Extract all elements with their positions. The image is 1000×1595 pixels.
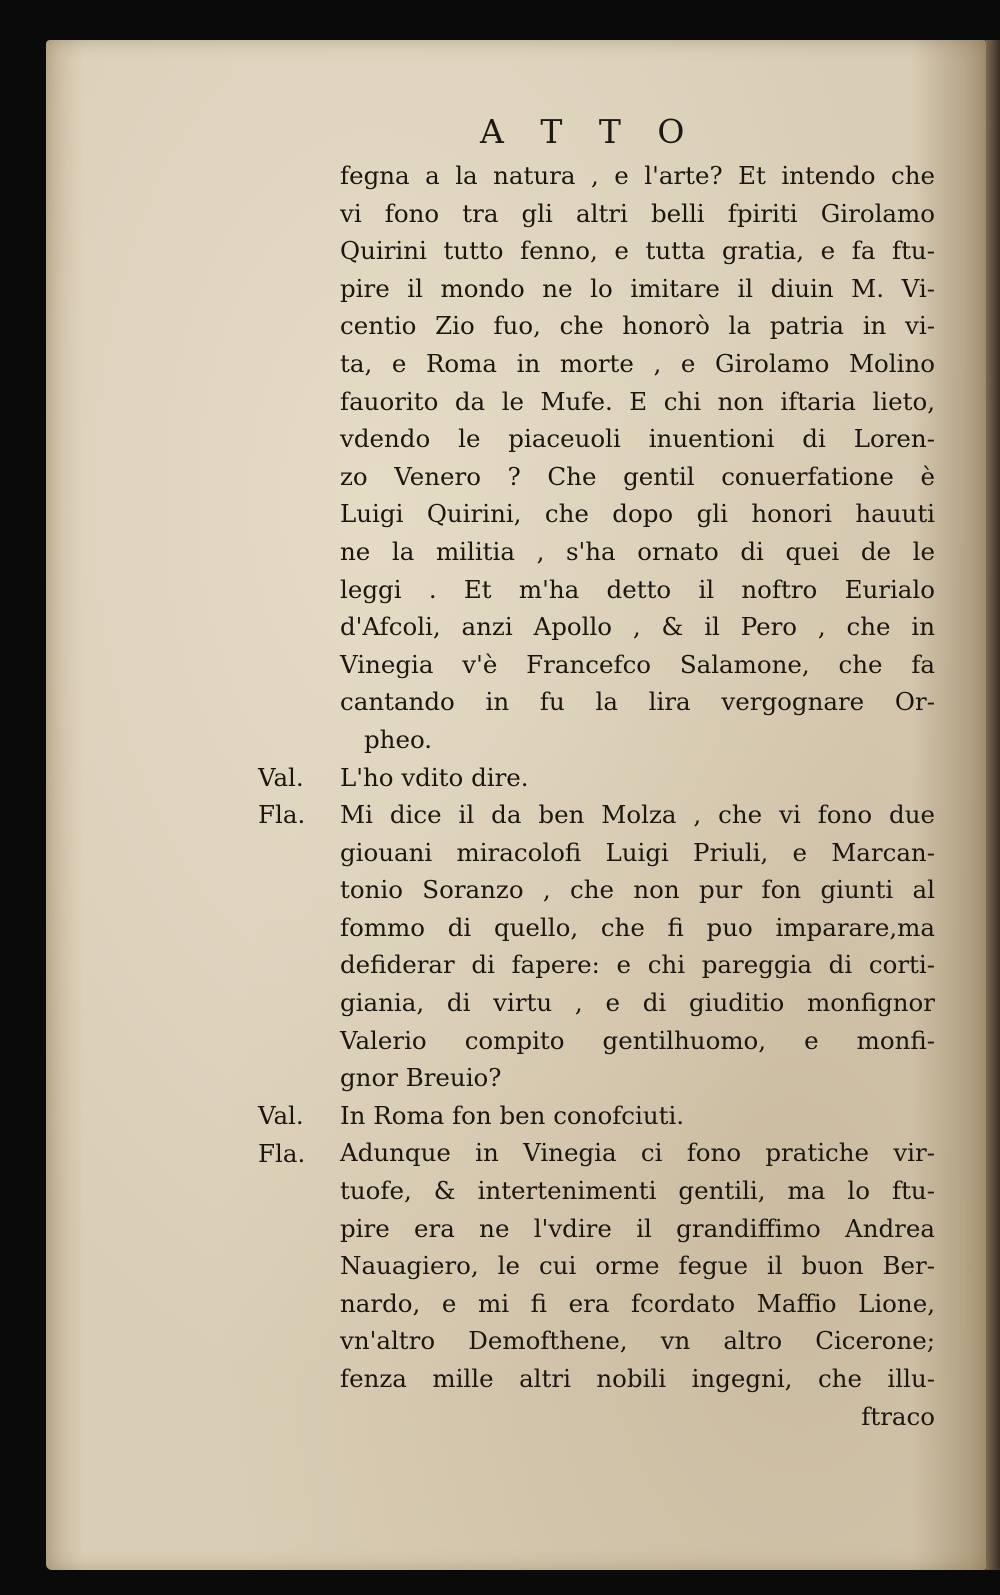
text-line: tonio Soranzo , che non pur fon giunti al (340, 875, 935, 905)
catchword: ftraco (861, 1401, 935, 1431)
speaker-label: Fla. (258, 800, 306, 830)
text-line: giania, di virtu , e di giuditio monfignor (340, 988, 935, 1018)
text-line: pire era ne l'vdire il grandiffimo Andrea (340, 1213, 935, 1243)
text-line: giouani miracolofi Luigi Priuli, e Marcan- (340, 837, 935, 867)
text-line: vi fono tra gli altri belli fpiriti Girolamo (340, 198, 935, 228)
text-line: fenza mille altri nobili ingegni, che illu- (340, 1364, 935, 1393)
text-line: leggi . Et m'ha detto il noftro Eurialo (340, 574, 935, 604)
text-line: Quirini tutto fenno, e tutta gratia, e fa ftu- (340, 236, 935, 266)
speaker-label: Val. (258, 1101, 304, 1130)
text-line: fegna a la natura , e l'arte? Et intendo che (340, 161, 935, 190)
text-line: ta, e Roma in morte , e Girolamo Molino (340, 348, 935, 378)
text-line: pire il mondo ne lo imitare il diuin M. Vi- (340, 273, 935, 303)
text-line: gnor Breuio? (340, 1063, 502, 1093)
text-line: vdendo le piaceuoli inuentioni di Loren- (340, 424, 935, 454)
text-line: centio Zio fuo, che honorò la patria in vi- (340, 311, 935, 341)
text-line: vn'altro Demofthene, vn altro Cicerone; (340, 1326, 935, 1356)
text-line: Adunque in Vinegia ci fono pratiche vir- (340, 1138, 935, 1168)
text-line: cantando in fu la lira vergognare Or- (340, 687, 935, 717)
speaker-label: Fla. (258, 1138, 306, 1168)
text-line: Mi dice il da ben Molza , che vi fono due (340, 800, 935, 830)
text-line: zo Venero ? Che gentil conuerfatione è (340, 461, 935, 491)
text-line: fommo di quello, che fi puo imparare,ma (340, 912, 935, 942)
text-line: pheo. (364, 724, 433, 754)
text-line: In Roma fon ben conofciuti. (340, 1100, 685, 1130)
text-line: Valerio compito gentilhuomo, e monfi- (340, 1025, 935, 1055)
text-line: Vinegia v'è Francefco Salamone, che fa (340, 649, 935, 679)
text-line: ne la militia , s'ha ornato di quei de le (340, 536, 935, 566)
text-line: Luigi Quirini, che dopo gli honori hauuti (340, 499, 935, 529)
book-edge (986, 40, 1000, 1570)
text-line: L'ho vdito dire. (340, 762, 529, 792)
text-line: defiderar di fapere: e chi pareggia di corti- (340, 950, 935, 980)
text-line: tuofe, & intertenimenti gentili, ma lo ftu- (340, 1176, 935, 1206)
body-text (340, 157, 935, 1435)
speaker-label: Val. (258, 762, 304, 792)
text-line: Nauagiero, le cui orme fegue il buon Ber- (340, 1251, 935, 1281)
text-line: fauorito da le Mufe. E chi non iftaria lieto, (340, 386, 935, 416)
text-line: d'Afcoli, anzi Apollo , & il Pero , che in (340, 612, 935, 642)
running-head: A T T O (480, 112, 698, 151)
text-line: nardo, e mi fi era fcordato Maffio Lione, (340, 1288, 935, 1318)
